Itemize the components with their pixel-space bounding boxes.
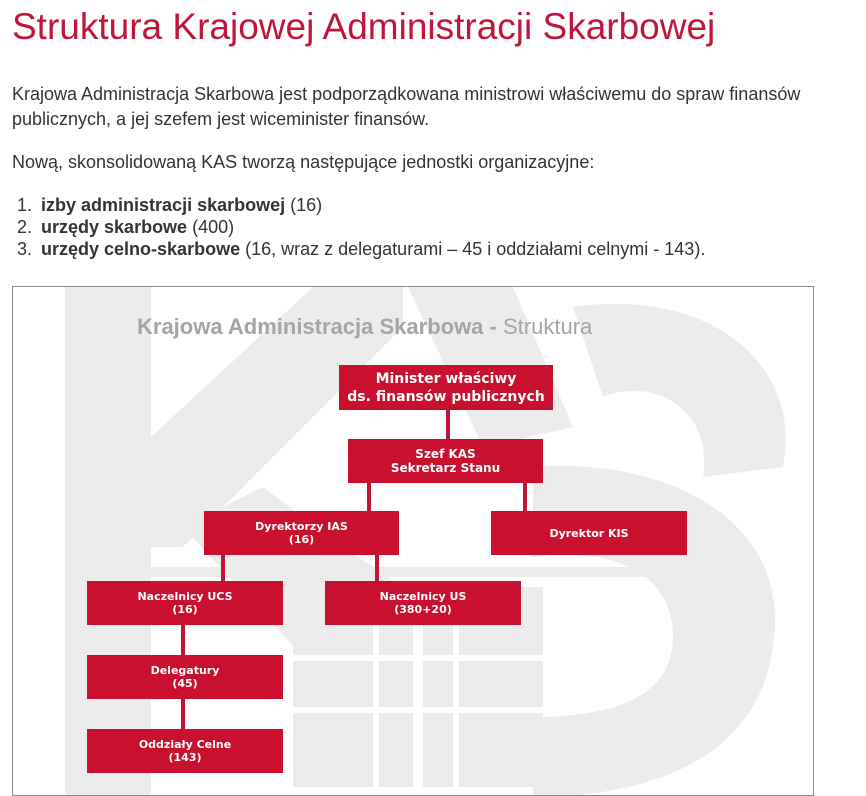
- connector-line: [181, 625, 185, 655]
- kas-watermark-logo: [13, 287, 814, 796]
- box-line: Oddziały Celne: [138, 738, 232, 751]
- page-title: Struktura Krajowej Administracji Skarbowej: [12, 6, 716, 47]
- org-chart-image: [12, 286, 814, 796]
- org-box-naczelnicy-ucs: [87, 581, 283, 625]
- org-box-szef-kas: [348, 439, 543, 483]
- list-number: 1.: [16, 195, 32, 215]
- box-line: Sekretarz Stanu: [390, 461, 501, 475]
- org-box-oddzialy-celne: [87, 729, 283, 773]
- org-box-dyrektorzy-ias: [204, 511, 399, 555]
- connector-line: [221, 555, 225, 581]
- units-lead: Nową, skonsolidowaną KAS tworzą następujące jednostki organizacyjne:: [12, 152, 595, 172]
- list-item: [0, 194, 705, 216]
- box-line: Dyrektorzy IAS: [255, 520, 348, 533]
- box-line: (16): [172, 603, 198, 616]
- units-list: [0, 194, 705, 260]
- unit-detail: (16): [290, 195, 323, 215]
- unit-name: urzędy skarbowe: [41, 217, 188, 237]
- box-line: (380+20): [394, 603, 452, 616]
- box-line: Minister właściwy: [375, 370, 517, 387]
- org-box-delegatury: [87, 655, 283, 699]
- unit-detail: (400): [192, 217, 235, 237]
- box-line: Naczelnicy UCS: [137, 590, 233, 603]
- box-line: Naczelnicy US: [379, 590, 467, 603]
- connector-line: [375, 555, 379, 581]
- org-box-naczelnicy-us: [325, 581, 521, 625]
- box-line: (45): [172, 677, 198, 690]
- intro-paragraph: Krajowa Administracja Skarbowa jest podporządkowana ministrowi właściwemu do spraw finansów publicznych, a jej szefem jest wiceminister finansów.: [12, 84, 801, 129]
- list-number: 3.: [16, 239, 32, 259]
- box-line: ds. finansów publicznych: [347, 388, 545, 405]
- box-line: Delegatury: [150, 664, 220, 677]
- org-box-dyrektor-kis: [491, 511, 687, 555]
- unit-name: urzędy celno-skarbowe: [41, 239, 241, 259]
- unit-name: izby administracji skarbowej: [41, 195, 286, 215]
- list-item: [0, 216, 705, 238]
- org-title-separator: -: [489, 314, 497, 339]
- box-line: (16): [288, 533, 315, 546]
- connector-line: [446, 409, 450, 439]
- org-box-minister: [339, 365, 553, 410]
- box-line: (143): [168, 751, 202, 764]
- unit-detail: (16, wraz z delegaturami – 45 i oddziałami celnymi - 143).: [245, 239, 706, 259]
- connector-line: [523, 483, 527, 511]
- connector-line: [181, 699, 185, 729]
- list-number: 2.: [16, 217, 32, 237]
- org-chart-title: [137, 314, 592, 340]
- org-title-main: Krajowa Administracja Skarbowa: [137, 314, 484, 339]
- connector-line: [367, 483, 371, 511]
- list-item: [0, 238, 705, 260]
- org-title-sub: Struktura: [503, 314, 593, 339]
- box-line: Szef KAS: [415, 447, 476, 461]
- box-line: Dyrektor KIS: [549, 526, 629, 540]
